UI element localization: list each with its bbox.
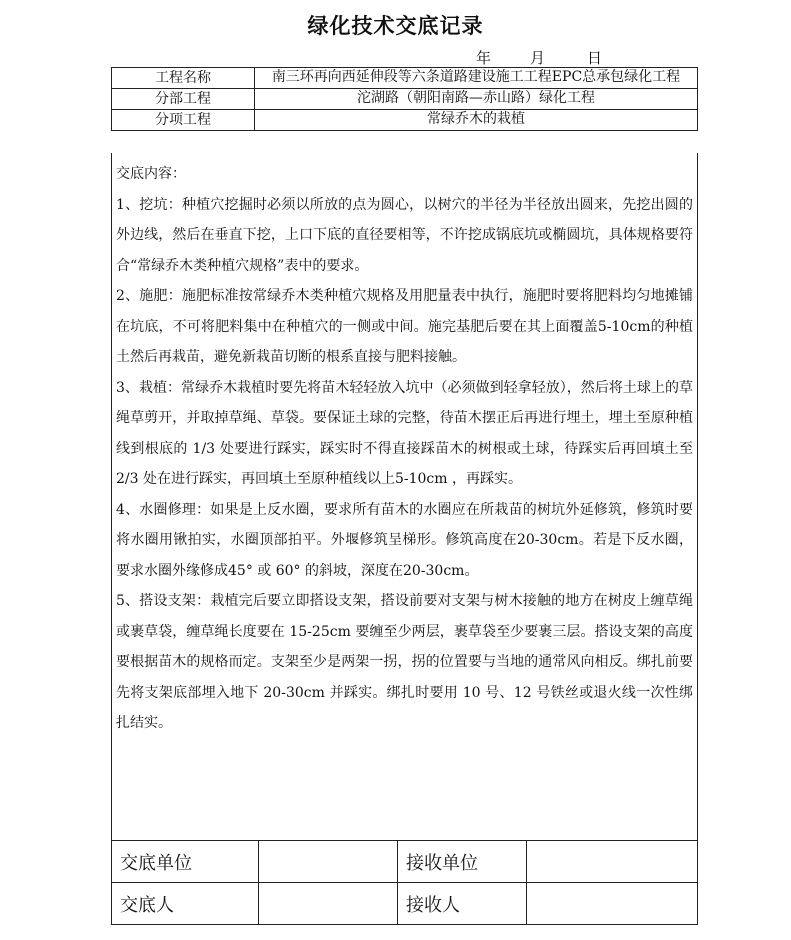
date-year-label: 年 xyxy=(476,49,492,67)
date-day-label: 日 xyxy=(587,49,603,67)
date-line xyxy=(472,47,622,67)
receive-unit-field[interactable] xyxy=(527,841,698,883)
handover-unit-field[interactable] xyxy=(259,841,398,883)
handover-unit-label: 交底单位 xyxy=(112,841,259,883)
signature-table xyxy=(111,840,698,925)
content-paragraph-plant: 3、栽植：常绿乔木栽植时要先将苗木轻轻放入坑中（必须做到轻拿轻放），然后将土球上的草绳草剪开，并取掉草绳、草袋。要保证土球的完整，待苗木摆正后再进行埋土，埋土至原种植线到根底的 1/3 处要进行踩实，踩实时不得直接踩苗木的树根或土球，待踩实后再回填土至 2/3 处在进行踩实，再回填土至原种植线以上5-10cm ，再踩实。 xyxy=(116,379,693,487)
receive-person-label: 接收人 xyxy=(398,883,527,925)
project-info-table xyxy=(111,67,698,131)
handover-person-field[interactable] xyxy=(259,883,398,925)
project-name-row xyxy=(112,68,698,89)
content-paragraph-dig: 1、挖坑：种植穴挖掘时必须以所放的点为圆心，以树穴的半径为半径放出圆来，先挖出圆的外边线，然后在垂直下挖，上口下底的直径要相等，不许挖成锅底坑或椭圆坑，具体规格要符合“常绿乔木类种植穴规格”表中的要求。 xyxy=(116,196,693,274)
handover-person-label: 交底人 xyxy=(112,883,259,925)
person-row xyxy=(112,883,698,925)
unit-row xyxy=(112,841,698,883)
sub-item-row xyxy=(112,110,698,131)
receive-person-field[interactable] xyxy=(527,883,698,925)
sub-project-value: 沱湖路（朝阳南路—赤山路）绿化工程 xyxy=(255,89,698,110)
handover-content xyxy=(116,159,693,739)
sub-item-label: 分项工程 xyxy=(112,110,255,131)
receive-unit-label: 接收单位 xyxy=(398,841,527,883)
content-paragraph-water-ring: 4、水圈修理：如果是上反水圈，要求所有苗木的水圈应在所栽苗的树坑外延修筑，修筑时要将水圈用锹拍实，水圈顶部拍平。外堰修筑呈梯形。修筑高度在20-30cm。若是下反水圈，要求水圈外缘修成45° 或 60° 的斜坡，深度在20-30cm。 xyxy=(116,501,693,579)
content-paragraph-support: 5、搭设支架：栽植完后要立即搭设支架，搭设前要对支架与树木接触的地方在树皮上缠草绳或裹草袋，缠草绳长度要在 15-25cm 要缠至少两层，裹草袋至少要裹三层。搭设支架的高度要根据苗木的规格而定。支架至少是两架一拐，拐的位置要与当地的通常风向相反。绑扎前要先将支架底部埋入地下 20-30cm 并踩实。绑扎时要用 10 号、12 号铁丝或退火线一次性绑扎结实。 xyxy=(116,593,693,731)
project-name-value: 南三环再向西延伸段等六条道路建设施工工程EPC总承包绿化工程 xyxy=(255,68,698,89)
content-heading: 交底内容： xyxy=(116,166,186,182)
content-paragraph-fertilize: 2、施肥：施肥标准按常绿乔木类种植穴规格及用肥量表中执行，施肥时要将肥料均匀地摊铺在坑底，不可将肥料集中在种植穴的一侧或中间。施完基肥后要在其上面覆盖5-10cm的种植土然后再栽苗，避免新栽苗切断的根系直接与肥料接触。 xyxy=(116,288,693,365)
sub-item-value: 常绿乔木的栽植 xyxy=(255,110,698,131)
project-name-label: 工程名称 xyxy=(112,68,255,89)
sub-project-label: 分部工程 xyxy=(112,89,255,110)
date-month-label: 月 xyxy=(530,49,546,67)
document-title: 绿化技术交底记录 xyxy=(307,14,484,38)
handover-content-box xyxy=(111,153,698,840)
sub-project-row xyxy=(112,89,698,110)
